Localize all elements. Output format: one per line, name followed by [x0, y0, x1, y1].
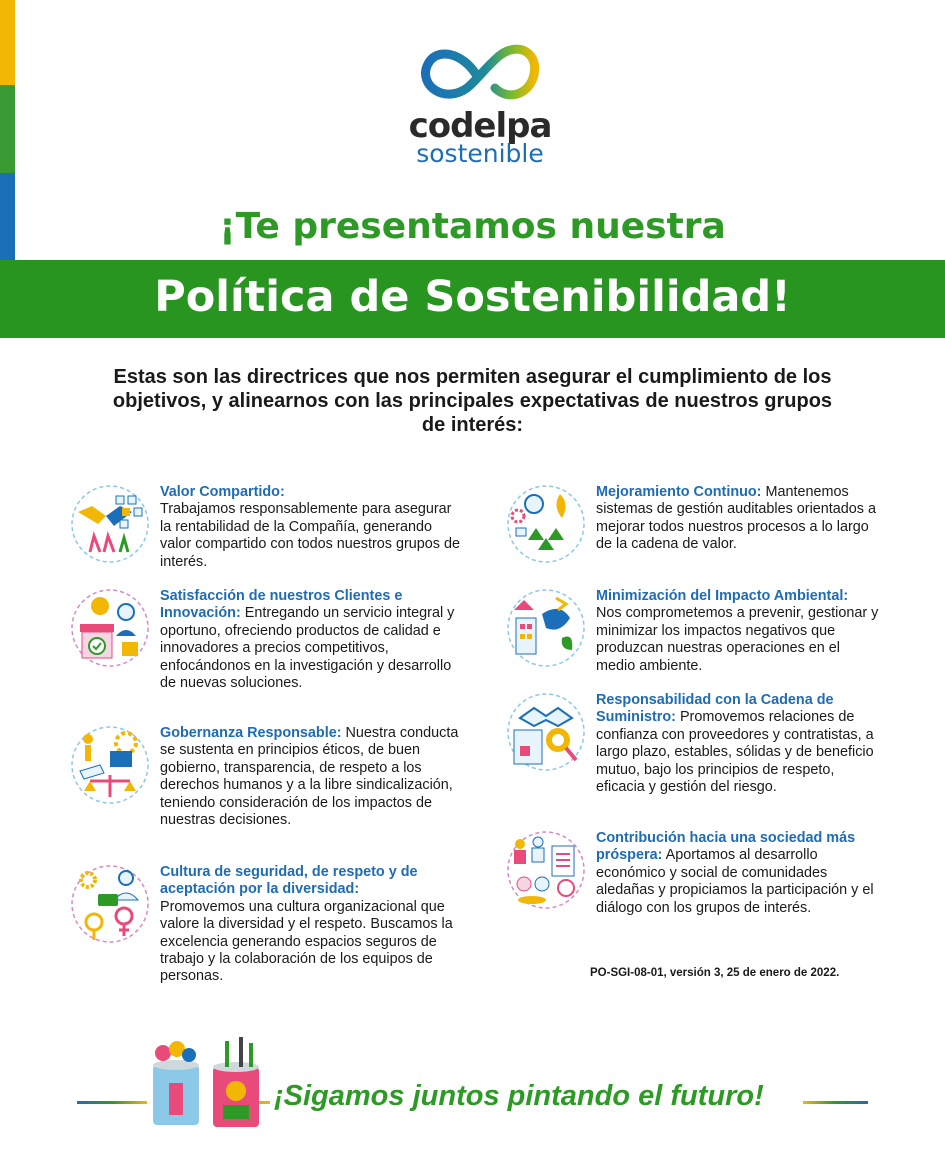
shop-icon — [70, 588, 150, 668]
document-code: PO-SGI-08-01, versión 3, 25 de enero de 2022. — [590, 967, 840, 979]
recycle-icon — [506, 484, 586, 564]
policy-text — [596, 830, 881, 917]
policy-item — [70, 484, 460, 574]
policy-text — [160, 725, 465, 829]
policy-text — [160, 588, 460, 692]
supply-chain-icon — [506, 692, 586, 772]
policy-description: Nos comprometemos a prevenir, gestionar y minimizar los impactos negativos que produzcan nuestras operaciones en el medio ambiente. — [596, 605, 879, 674]
paint-cans-image — [145, 1035, 275, 1130]
policy-description: Promovemos una cultura organizacional que valore la diversidad y el respeto. Buscamos la excelencia generando espacios seguros de trabajo y la colaboración de los equipos de personas. — [160, 898, 453, 985]
policy-title: Minimización del Impacto Ambiental: — [596, 588, 849, 604]
policy-title: Contribución hacia una sociedad más próspera: — [596, 830, 856, 864]
balance-icon — [70, 725, 150, 805]
policy-text — [160, 484, 460, 571]
policy-title: Gobernanza Responsable: — [160, 725, 342, 741]
side-stripe-green — [0, 85, 15, 173]
community-icon — [506, 830, 586, 910]
policy-item — [506, 588, 896, 678]
policy-title: Responsabilidad con la Cadena de Suministro: — [596, 692, 834, 726]
policy-text — [596, 484, 881, 554]
policy-title: Satisfacción de nuestros Clientes e Innovación: — [160, 588, 403, 622]
policy-description: Trabajamos responsablemente para asegurar la rentabilidad de la Compañía, generando valor compartido con todos nuestros grupos de interés. — [160, 501, 460, 570]
policy-title: Valor Compartido: — [160, 484, 285, 500]
policy-text — [596, 588, 881, 675]
page-title: Política de Sostenibilidad! — [154, 272, 791, 322]
headline: ¡Te presentamos nuestra — [219, 206, 726, 247]
policy-text — [596, 692, 881, 796]
policy-description: Nuestra conducta se sustenta en principios éticos, de buen gobierno, transparencia, de respeto a los derechos humanos y a la libre sindicalización, teniendo consideración de los impactos de nuestras decisiones. — [160, 725, 459, 829]
policy-description: Mantenemos sistemas de gestión auditables orientados a mejorar todos nuestros procesos a lo largo de la cadena de valor. — [596, 484, 876, 553]
policy-item — [506, 484, 896, 574]
brand-name: codelpa — [408, 106, 552, 146]
policy-item — [70, 725, 460, 850]
policy-text — [160, 864, 465, 986]
environment-icon — [506, 588, 586, 668]
policy-description: Entregando un servicio integral y oportuno, ofreciendo productos de calidad e innovadores a precios competitivos, enfocándonos en la investigación y desarrollo de nuevas soluciones. — [160, 605, 455, 692]
handshake-icon — [70, 484, 150, 564]
policy-description: Aportamos al desarrollo económico y social de comunidades aledañas y propiciamos la participación y el diálogo con los grupos de interés. — [596, 847, 874, 916]
footer-divider-left — [77, 1101, 147, 1104]
policy-item — [506, 692, 896, 817]
policy-item — [506, 830, 896, 920]
policy-title: Mejoramiento Continuo: — [596, 484, 762, 500]
side-stripe-yellow — [0, 0, 15, 85]
diversity-icon — [70, 864, 150, 944]
policy-title: Cultura de seguridad, de respeto y de aceptación por la diversidad: — [160, 864, 418, 898]
intro-text: Estas son las directrices que nos permiten asegurar el cumplimiento de los objetivos, y alinearnos con las principales expectativas de nuestros grupos de interés: — [112, 366, 833, 436]
policy-description: Promovemos relaciones de confianza con proveedores y contratistas, a largo plazo, estables, sólidas y de beneficio mutuo, bajo los principios de respeto, eficacia y gestión del riesgo. — [596, 709, 874, 796]
infinity-logo-icon — [415, 38, 545, 113]
slogan: ¡Sigamos juntos pintando el futuro! — [274, 1080, 764, 1112]
policy-item — [70, 864, 460, 989]
policy-item — [70, 588, 460, 713]
brand-logo — [380, 38, 580, 178]
footer-divider-right — [803, 1101, 868, 1104]
brand-sub: sostenible — [416, 139, 544, 168]
